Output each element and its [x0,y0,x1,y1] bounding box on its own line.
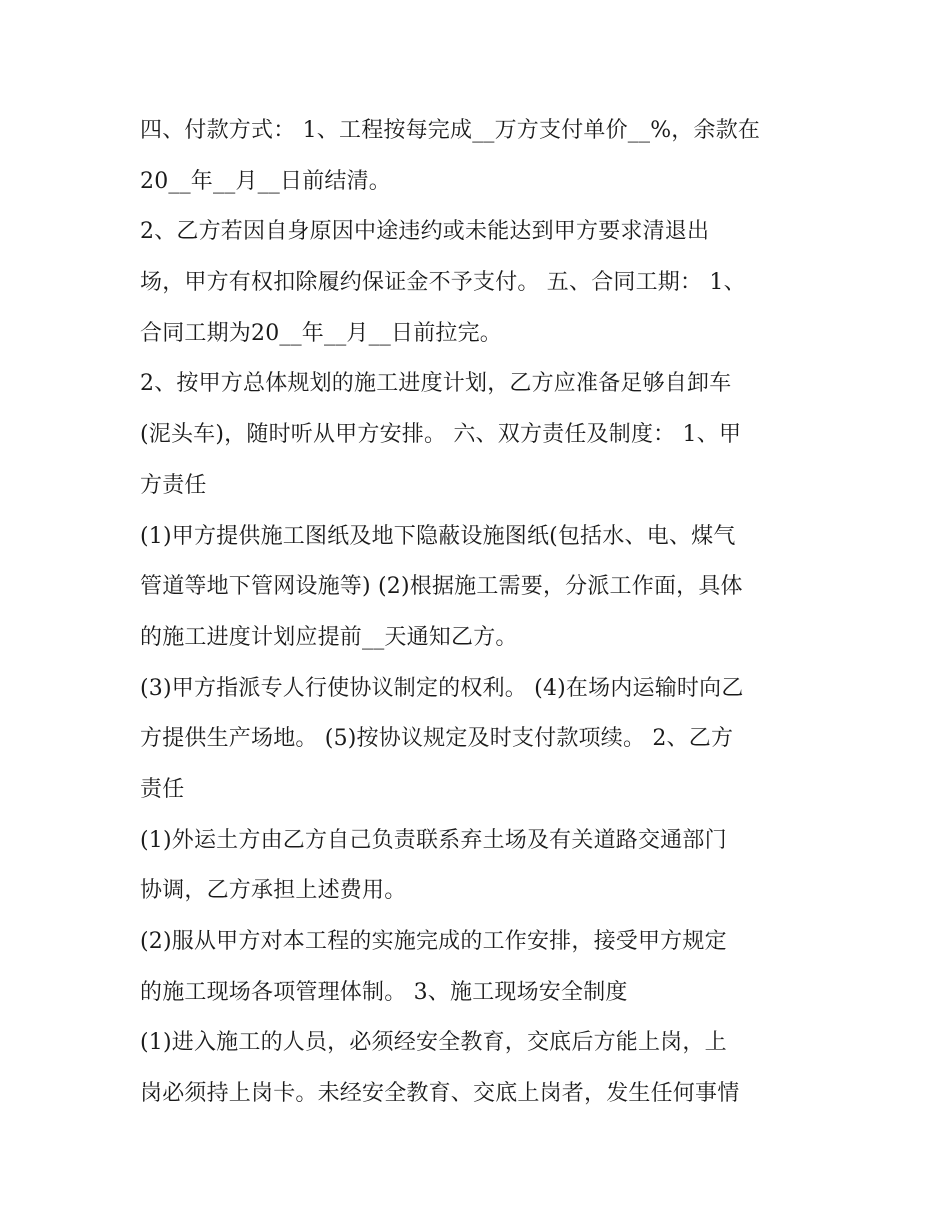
text-line: 协调，乙方承担上述费用。 [140,878,407,904]
text-line: 的施工现场各项管理体制。 3、施工现场安全制度 [140,979,628,1005]
text-line: (1)甲方提供施工图纸及地下隐蔽设施图纸(包括水、电、煤气 [140,523,736,549]
text-line: (1)进入施工的人员，必须经安全教育，交底后方能上岗，上 [140,1030,727,1056]
text-line: 合同工期为20__年__月__日前拉完。 [140,320,502,346]
text-line: (泥头车)，随时听从甲方安排。 六、双方责任及制度： 1、甲 [140,422,742,448]
text-line: 责任 [140,776,185,802]
text-line: 四、付款方式： 1、工程按每完成__万方支付单价__%，余款在 [140,118,761,143]
text-line: 管道等地下管网设施等) (2)根据施工需要，分派工作面，具体 [140,574,743,600]
text-line: (3)甲方指派专人行使协议制定的权利。 (4)在场内运输时向乙 [140,675,744,701]
text-line: 岗必须持上岗卡。未经安全教育、交底上岗者，发生任何事情 [140,1081,740,1107]
text-line: (2)服从甲方对本工程的实施完成的工作安排，接受甲方规定 [140,929,727,954]
text-line: 的施工进度计划应提前__天通知乙方。 [140,624,518,650]
text-line: 2、按甲方总体规划的施工进度计划，乙方应准备足够自卸车 [140,371,732,397]
text-line: (1)外运土方由乙方自己负责联系弃土场及有关道路交通部门 [140,827,727,853]
text-line: 20__年__月__日前结清。 [140,168,391,194]
document-body [140,106,820,1120]
text-line: 场，甲方有权扣除履约保证金不予支付。 五、合同工期： 1、 [140,270,746,296]
text-line: 方提供生产场地。 (5)按协议规定及时支付款项续。 2、乙方 [140,726,734,752]
text-line: 方责任 [140,472,207,498]
text-line: 2、乙方若因自身原因中途违约或未能达到甲方要求清退出 [140,219,710,245]
